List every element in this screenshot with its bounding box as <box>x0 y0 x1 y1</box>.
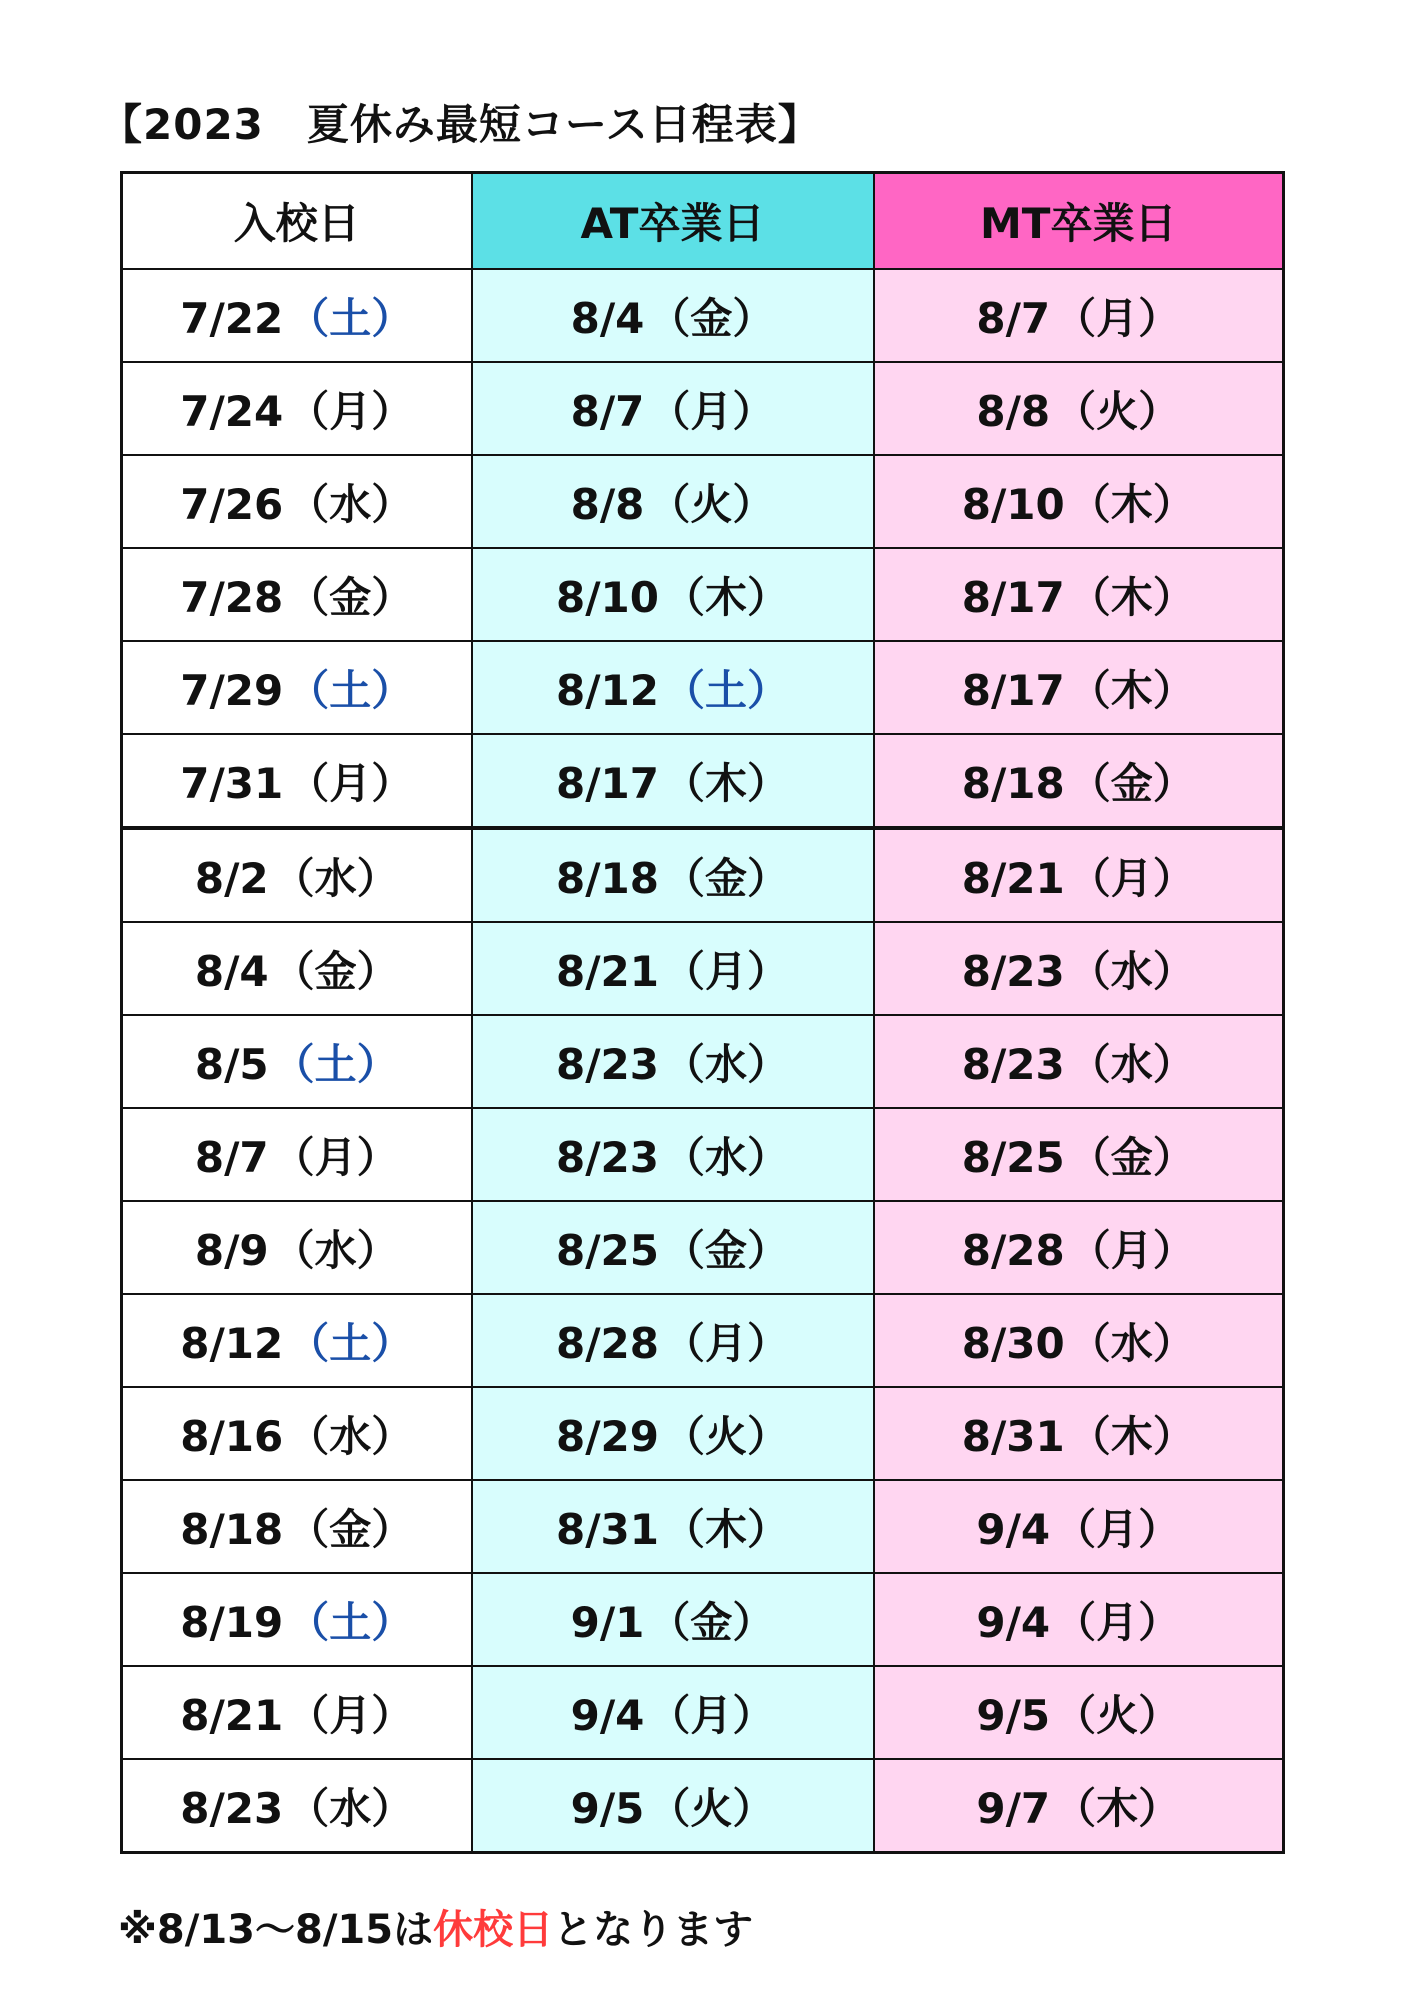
schedule-table <box>120 171 1285 1854</box>
cell-weekday: （月） <box>287 758 414 808</box>
cell-weekday: （月） <box>1054 1504 1181 1554</box>
mt-graduation-cell <box>874 1201 1284 1294</box>
cell-weekday: （火） <box>1054 386 1181 436</box>
entry-date-cell <box>122 1759 472 1853</box>
cell-weekday: （金） <box>663 1225 790 1275</box>
header-row <box>122 173 1284 270</box>
entry-date-cell <box>122 922 472 1015</box>
closed-days-note <box>118 1898 753 1955</box>
at-graduation-cell <box>472 734 874 828</box>
mt-graduation-cell <box>874 641 1284 734</box>
cell-date: 7/31 <box>180 758 284 808</box>
cell-date: 8/23 <box>555 1039 659 1089</box>
cell-date: 8/30 <box>961 1318 1065 1368</box>
cell-date: 8/18 <box>961 758 1065 808</box>
cell-weekday: （土） <box>287 665 414 715</box>
cell-date: 9/5 <box>976 1690 1051 1740</box>
cell-date: 8/18 <box>180 1504 284 1554</box>
cell-date: 8/7 <box>976 293 1051 343</box>
cell-date: 8/5 <box>194 1039 269 1089</box>
at-graduation-cell <box>472 455 874 548</box>
cell-date: 8/21 <box>961 853 1065 903</box>
table-header <box>122 173 1284 270</box>
cell-weekday: （月） <box>663 1318 790 1368</box>
cell-weekday: （木） <box>1054 1783 1181 1833</box>
cell-weekday: （水） <box>287 1783 414 1833</box>
at-graduation-cell <box>472 1666 874 1759</box>
at-graduation-cell <box>472 1387 874 1480</box>
entry-date-cell <box>122 455 472 548</box>
cell-weekday: （土） <box>287 1597 414 1647</box>
cell-date: 8/29 <box>555 1411 659 1461</box>
cell-date: 8/31 <box>555 1504 659 1554</box>
cell-date: 8/7 <box>570 386 645 436</box>
mt-graduation-cell <box>874 1480 1284 1573</box>
cell-weekday: （金） <box>663 853 790 903</box>
table-row <box>122 1108 1284 1201</box>
cell-weekday: （火） <box>648 479 775 529</box>
table-row <box>122 1387 1284 1480</box>
cell-date: 9/7 <box>976 1783 1051 1833</box>
cell-weekday: （水） <box>272 853 399 903</box>
at-graduation-cell <box>472 362 874 455</box>
mt-graduation-cell <box>874 548 1284 641</box>
mt-graduation-cell <box>874 1015 1284 1108</box>
cell-date: 7/29 <box>180 665 284 715</box>
mt-graduation-cell <box>874 1108 1284 1201</box>
cell-weekday: （月） <box>1054 293 1181 343</box>
header-mt-graduation: MT卒業日 <box>874 173 1284 270</box>
table-row <box>122 1573 1284 1666</box>
cell-weekday: （月） <box>1054 1597 1181 1647</box>
table-row <box>122 269 1284 362</box>
table-row <box>122 548 1284 641</box>
mt-graduation-cell <box>874 455 1284 548</box>
mt-graduation-cell <box>874 1294 1284 1387</box>
entry-date-cell <box>122 1480 472 1573</box>
cell-weekday: （金） <box>287 572 414 622</box>
cell-weekday: （水） <box>287 1411 414 1461</box>
cell-date: 8/25 <box>555 1225 659 1275</box>
cell-date: 8/21 <box>180 1690 284 1740</box>
mt-graduation-cell <box>874 1759 1284 1853</box>
cell-weekday: （金） <box>287 1504 414 1554</box>
cell-date: 8/17 <box>961 665 1065 715</box>
entry-date-cell <box>122 641 472 734</box>
cell-weekday: （水） <box>287 479 414 529</box>
cell-date: 8/10 <box>961 479 1065 529</box>
cell-weekday: （木） <box>663 758 790 808</box>
cell-weekday: （木） <box>1068 665 1195 715</box>
cell-weekday: （水） <box>663 1039 790 1089</box>
cell-date: 8/23 <box>961 1039 1065 1089</box>
cell-date: 8/7 <box>194 1132 269 1182</box>
cell-date: 8/31 <box>961 1411 1065 1461</box>
cell-date: 8/28 <box>555 1318 659 1368</box>
table-row <box>122 455 1284 548</box>
at-graduation-cell <box>472 922 874 1015</box>
cell-weekday: （水） <box>272 1225 399 1275</box>
cell-weekday: （金） <box>1068 1132 1195 1182</box>
cell-date: 8/4 <box>570 293 645 343</box>
cell-weekday: （木） <box>1068 572 1195 622</box>
cell-weekday: （水） <box>663 1132 790 1182</box>
mt-graduation-cell <box>874 269 1284 362</box>
entry-date-cell <box>122 362 472 455</box>
cell-weekday: （金） <box>1068 758 1195 808</box>
cell-weekday: （金） <box>272 946 399 996</box>
entry-date-cell <box>122 1573 472 1666</box>
at-graduation-cell <box>472 828 874 922</box>
at-graduation-cell <box>472 1759 874 1853</box>
entry-date-cell <box>122 1294 472 1387</box>
cell-weekday: （月） <box>1068 853 1195 903</box>
cell-weekday: （木） <box>663 1504 790 1554</box>
header-at-graduation: AT卒業日 <box>472 173 874 270</box>
at-graduation-cell <box>472 548 874 641</box>
entry-date-cell <box>122 1015 472 1108</box>
cell-date: 8/17 <box>555 758 659 808</box>
cell-weekday: （月） <box>648 1690 775 1740</box>
cell-weekday: （金） <box>648 293 775 343</box>
at-graduation-cell <box>472 1480 874 1573</box>
cell-date: 8/21 <box>555 946 659 996</box>
cell-date: 8/28 <box>961 1225 1065 1275</box>
mt-graduation-cell <box>874 922 1284 1015</box>
mt-graduation-cell <box>874 1573 1284 1666</box>
table-row <box>122 1759 1284 1853</box>
note-suffix: となります <box>553 1907 754 1953</box>
cell-date: 8/25 <box>961 1132 1065 1182</box>
table-row <box>122 922 1284 1015</box>
entry-date-cell <box>122 1387 472 1480</box>
cell-weekday: （月） <box>663 946 790 996</box>
table-row <box>122 1201 1284 1294</box>
table-body <box>122 269 1284 1853</box>
at-graduation-cell <box>472 641 874 734</box>
entry-date-cell <box>122 1201 472 1294</box>
cell-weekday: （土） <box>663 665 790 715</box>
header-entry-date: 入校日 <box>122 173 472 270</box>
cell-weekday: （水） <box>1068 1039 1195 1089</box>
cell-weekday: （水） <box>1068 1318 1195 1368</box>
table-row <box>122 1666 1284 1759</box>
cell-weekday: （火） <box>1054 1690 1181 1740</box>
table-row <box>122 641 1284 734</box>
cell-date: 8/23 <box>555 1132 659 1182</box>
cell-weekday: （月） <box>648 386 775 436</box>
entry-date-cell <box>122 828 472 922</box>
cell-weekday: （月） <box>272 1132 399 1182</box>
table-row <box>122 362 1284 455</box>
page-title: 【2023 夏休み最短コース日程表】 <box>100 100 821 149</box>
cell-weekday: （月） <box>287 386 414 436</box>
entry-date-cell <box>122 1108 472 1201</box>
cell-date: 7/22 <box>180 293 284 343</box>
cell-date: 8/10 <box>555 572 659 622</box>
at-graduation-cell <box>472 1015 874 1108</box>
cell-weekday: （土） <box>272 1039 399 1089</box>
cell-date: 8/16 <box>180 1411 284 1461</box>
cell-date: 8/8 <box>570 479 645 529</box>
at-graduation-cell <box>472 269 874 362</box>
entry-date-cell <box>122 1666 472 1759</box>
mt-graduation-cell <box>874 734 1284 828</box>
note-prefix: ※8/13～8/15は <box>118 1907 434 1953</box>
cell-weekday: （金） <box>648 1597 775 1647</box>
at-graduation-cell <box>472 1573 874 1666</box>
at-graduation-cell <box>472 1201 874 1294</box>
table-row <box>122 734 1284 828</box>
cell-date: 7/28 <box>180 572 284 622</box>
mt-graduation-cell <box>874 828 1284 922</box>
cell-date: 8/8 <box>976 386 1051 436</box>
cell-weekday: （月） <box>1068 1225 1195 1275</box>
cell-date: 9/5 <box>570 1783 645 1833</box>
cell-date: 7/24 <box>180 386 284 436</box>
cell-date: 9/4 <box>976 1504 1051 1554</box>
entry-date-cell <box>122 269 472 362</box>
table-row <box>122 828 1284 922</box>
table-row <box>122 1294 1284 1387</box>
mt-graduation-cell <box>874 1387 1284 1480</box>
note-highlight: 休校日 <box>433 1907 554 1953</box>
cell-weekday: （水） <box>1068 946 1195 996</box>
cell-date: 8/19 <box>180 1597 284 1647</box>
table-row <box>122 1480 1284 1573</box>
mt-graduation-cell <box>874 1666 1284 1759</box>
cell-date: 8/9 <box>194 1225 269 1275</box>
cell-weekday: （木） <box>1068 1411 1195 1461</box>
cell-weekday: （木） <box>1068 479 1195 529</box>
table-row <box>122 1015 1284 1108</box>
cell-weekday: （月） <box>287 1690 414 1740</box>
cell-weekday: （火） <box>663 1411 790 1461</box>
cell-date: 8/2 <box>194 853 269 903</box>
entry-date-cell <box>122 548 472 641</box>
mt-graduation-cell <box>874 362 1284 455</box>
cell-date: 8/12 <box>555 665 659 715</box>
cell-date: 8/23 <box>180 1783 284 1833</box>
at-graduation-cell <box>472 1294 874 1387</box>
cell-weekday: （火） <box>648 1783 775 1833</box>
cell-date: 8/4 <box>194 946 269 996</box>
cell-weekday: （木） <box>663 572 790 622</box>
cell-weekday: （土） <box>287 1318 414 1368</box>
cell-date: 8/12 <box>180 1318 284 1368</box>
at-graduation-cell <box>472 1108 874 1201</box>
cell-date: 7/26 <box>180 479 284 529</box>
cell-date: 8/18 <box>555 853 659 903</box>
cell-weekday: （土） <box>287 293 414 343</box>
cell-date: 9/4 <box>570 1690 645 1740</box>
cell-date: 9/1 <box>570 1597 645 1647</box>
entry-date-cell <box>122 734 472 828</box>
cell-date: 8/17 <box>961 572 1065 622</box>
cell-date: 8/23 <box>961 946 1065 996</box>
cell-date: 9/4 <box>976 1597 1051 1647</box>
